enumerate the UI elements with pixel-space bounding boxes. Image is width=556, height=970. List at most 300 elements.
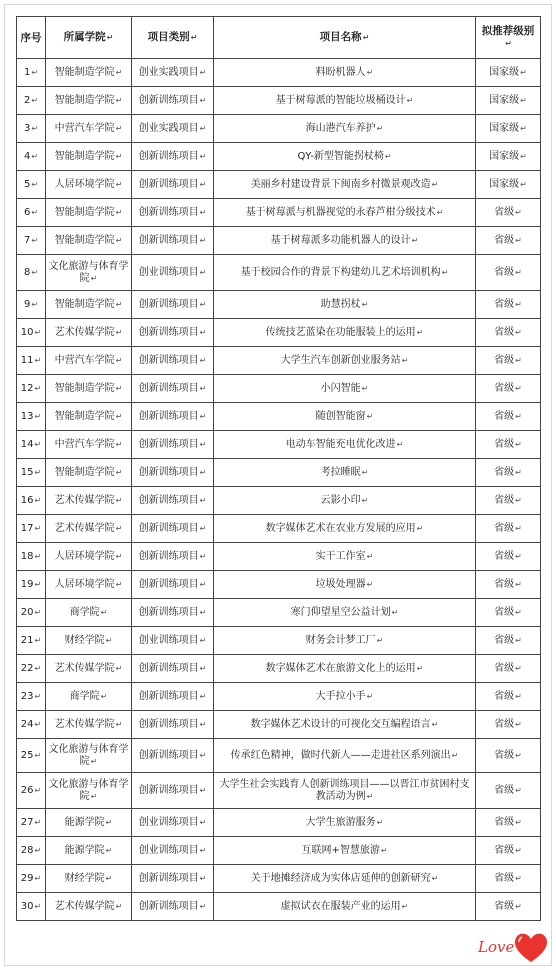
cell-index-text: 14 [20,438,34,450]
cell-type-text: 创新训练项目 [138,326,199,338]
cell-level-text: 省级 [494,234,515,246]
cell-index: 11↵ [17,347,46,375]
cell-type: 创新训练项目↵ [132,893,214,921]
cell-type-text: 创业训练项目 [138,844,199,856]
cell-level: 省级↵ [476,403,541,431]
cell-name: 寒门仰望星空公益计划↵ [214,599,476,627]
table-row [17,199,541,227]
project-table-part2 [16,682,541,921]
cell-type: 创新训练项目↵ [132,431,214,459]
cell-type-text: 创新训练项目 [138,382,199,394]
cell-college: 艺术传媒学院↵ [46,319,132,347]
cell-name: 料盼机器人↵ [214,59,476,87]
cell-name: 考拉睡眠↵ [214,459,476,487]
cell-level: 国家级↵ [476,59,541,87]
cell-type: 创业训练项目↵ [132,837,214,865]
cell-level-text: 省级 [494,326,515,338]
cell-college-text: 智能制造学院 [54,466,115,478]
cell-level: 国家级↵ [476,87,541,115]
cell-college-text: 智能制造学院 [54,410,115,422]
cell-index-text: 28 [20,844,34,856]
table-row [17,599,541,627]
cell-level: 省级↵ [476,773,541,809]
cell-college: 智能制造学院↵ [46,143,132,171]
cell-name: 小闪智能↵ [214,375,476,403]
table-header-row [17,17,541,59]
cell-type: 创新训练项目↵ [132,199,214,227]
cell-college-text: 中营汽车学院 [54,122,115,134]
table-row [17,683,541,711]
cell-index: 16↵ [17,487,46,515]
cell-index-text: 19 [20,578,34,590]
table-row [17,571,541,599]
cell-type-text: 创新训练项目 [138,354,199,366]
cell-index-text: 1 [23,66,31,78]
cell-level-text: 国家级 [489,66,520,78]
cell-college-text: 智能制造学院 [54,234,115,246]
cell-type-text: 创新训练项目 [138,749,199,761]
table-row [17,543,541,571]
cell-college-text: 文化旅游与体育学院 [48,778,129,802]
cell-level-text: 省级 [494,634,515,646]
cell-name-text: 料盼机器人 [315,66,366,78]
cell-level-text: 省级 [494,718,515,730]
cell-college-text: 艺术传媒学院 [54,494,115,506]
table-row [17,115,541,143]
cell-index: 27↵ [17,809,46,837]
header-college: 所属学院↵ [46,17,132,59]
cell-college: 人居环境学院↵ [46,171,132,199]
cell-name: 大学生汽车创新创业服务站↵ [214,347,476,375]
cell-type-text: 创新训练项目 [138,150,199,162]
cell-level-text: 省级 [494,816,515,828]
cell-index-text: 27 [20,816,34,828]
cell-type: 创新训练项目↵ [132,375,214,403]
cell-index-text: 29 [20,872,34,884]
cell-name: 大学生旅游服务↵ [214,809,476,837]
table-row [17,171,541,199]
cell-level: 省级↵ [476,375,541,403]
cell-type: 创业训练项目↵ [132,809,214,837]
cell-level-text: 省级 [494,466,515,478]
table-row [17,431,541,459]
cell-college: 艺术传媒学院↵ [46,893,132,921]
cell-name-text: 大学生社会实践育人创新训练项目——以晋江市贫困村支教活动为例 [219,778,470,802]
cell-name-text: 财务会计梦工厂 [305,634,376,646]
cell-college-text: 艺术传媒学院 [54,718,115,730]
header-type: 项目类别↵ [132,17,214,59]
cell-level-text: 省级 [494,438,515,450]
cell-name: 电动车智能充电优化改进↵ [214,431,476,459]
cell-name-text: 数字媒体艺术在旅游文化上的运用 [265,662,416,674]
cell-type: 创新训练项目↵ [132,291,214,319]
cell-level: 省级↵ [476,739,541,773]
cell-level-text: 国家级 [489,122,520,134]
cell-index-text: 20 [20,606,34,618]
cell-level-text: 省级 [494,382,515,394]
cell-level: 省级↵ [476,893,541,921]
cell-name: 传统技艺蓝染在功能服装上的运用↵ [214,319,476,347]
cell-college-text: 商学院 [69,690,100,702]
cell-college-text: 艺术传媒学院 [54,326,115,338]
cell-level: 省级↵ [476,319,541,347]
cell-level: 省级↵ [476,683,541,711]
table-row [17,515,541,543]
cell-college-text: 中营汽车学院 [54,438,115,450]
cell-index: 1↵ [17,59,46,87]
cell-name: 基于校园合作的背景下构建幼儿艺术培训机构↵ [214,255,476,291]
cell-name-text: 传统技艺蓝染在功能服装上的运用 [265,326,416,338]
cell-college: 文化旅游与体育学院↵ [46,773,132,809]
cell-index: 2↵ [17,87,46,115]
cell-index: 10↵ [17,319,46,347]
cell-level: 省级↵ [476,487,541,515]
cell-level: 省级↵ [476,711,541,739]
cell-type: 创新训练项目↵ [132,571,214,599]
cell-index: 17↵ [17,515,46,543]
cell-name-text: QY-新型智能拐杖椅 [297,150,384,162]
cell-level-text: 省级 [494,606,515,618]
cell-type: 创新训练项目↵ [132,773,214,809]
cell-level: 省级↵ [476,459,541,487]
cell-index: 12↵ [17,375,46,403]
cell-name-text: 数字媒体艺术在农业方发展的应用 [265,522,416,534]
cell-type: 创业实践项目↵ [132,59,214,87]
cell-college: 文化旅游与体育学院↵ [46,739,132,773]
table-row [17,227,541,255]
cell-type-text: 创新训练项目 [138,466,199,478]
table-row [17,459,541,487]
header-level: 拟推荐级别↵ [476,17,541,59]
cell-name-text: 寒门仰望星空公益计划 [290,606,391,618]
cell-level-text: 省级 [494,206,515,218]
cell-level-text: 省级 [494,578,515,590]
cell-name-text: 数字媒体艺术设计的可视化交互编程语言 [250,718,431,730]
cell-index-text: 22 [20,662,34,674]
cell-index-text: 16 [20,494,34,506]
cell-index: 20↵ [17,599,46,627]
cell-level-text: 省级 [494,354,515,366]
cell-name-text: 互联网+智慧旅游 [301,844,380,856]
cell-type-text: 创新训练项目 [138,234,199,246]
cell-index-text: 13 [20,410,34,422]
cell-college-text: 艺术传媒学院 [54,900,115,912]
cell-name-text: 大学生旅游服务 [305,816,376,828]
table-row [17,627,541,655]
cell-level: 省级↵ [476,543,541,571]
cell-type: 创新训练项目↵ [132,87,214,115]
cell-college-text: 财经学院 [64,872,105,884]
cell-college-text: 财经学院 [64,634,105,646]
cell-name: 垃圾处理器↵ [214,571,476,599]
table-row [17,837,541,865]
cell-college-text: 人居环境学院 [54,578,115,590]
cell-name-text: 随创智能窗 [315,410,366,422]
cell-index: 18↵ [17,543,46,571]
cell-type-text: 创新训练项目 [138,900,199,912]
cell-level: 国家级↵ [476,143,541,171]
cell-index-text: 15 [20,466,34,478]
cell-level: 省级↵ [476,515,541,543]
cell-college-text: 能源学院 [64,816,105,828]
table-row [17,865,541,893]
cell-level: 省级↵ [476,571,541,599]
cell-index: 3↵ [17,115,46,143]
cell-college: 智能制造学院↵ [46,291,132,319]
cell-level-text: 省级 [494,690,515,702]
cell-type-text: 创新训练项目 [138,606,199,618]
cell-type-text: 创业训练项目 [138,634,199,646]
cell-level-text: 省级 [494,784,515,796]
cell-college: 中营汽车学院↵ [46,115,132,143]
cell-name-text: 实干工作室 [315,550,366,562]
cell-level-text: 国家级 [489,94,520,106]
cell-type-text: 创新训练项目 [138,690,199,702]
cell-type: 创新训练项目↵ [132,655,214,683]
cell-college: 能源学院↵ [46,809,132,837]
cell-type-text: 创新训练项目 [138,410,199,422]
cell-index: 28↵ [17,837,46,865]
cell-college: 艺术传媒学院↵ [46,711,132,739]
cell-type: 创新训练项目↵ [132,683,214,711]
cell-name: 数字媒体艺术设计的可视化交互编程语言↵ [214,711,476,739]
cell-name: 虚拟试衣在服装产业的运用↵ [214,893,476,921]
table-row [17,655,541,683]
cell-name: 基于树莓派多功能机器人的设计↵ [214,227,476,255]
cell-name: 数字媒体艺术在旅游文化上的运用↵ [214,655,476,683]
cell-name-text: 大学生汽车创新创业服务站 [280,354,401,366]
table-body-part2 [17,683,541,921]
cell-type-text: 创新训练项目 [138,178,199,190]
cell-index-text: 17 [20,522,34,534]
cell-name-text: 考拉睡眠 [320,466,361,478]
cell-index: 14↵ [17,431,46,459]
cell-index: 22↵ [17,655,46,683]
cell-college-text: 智能制造学院 [54,66,115,78]
cell-college: 财经学院↵ [46,627,132,655]
cell-index: 25↵ [17,739,46,773]
cell-index-text: 23 [20,690,34,702]
cell-level-text: 省级 [494,844,515,856]
cell-index-text: 11 [20,354,34,366]
table-row [17,347,541,375]
cell-index-text: 30 [20,900,34,912]
cell-college-text: 智能制造学院 [54,206,115,218]
cell-level-text: 省级 [494,522,515,534]
cell-college: 商学院↵ [46,599,132,627]
cell-index: 8↵ [17,255,46,291]
cell-name-text: 海山港汽车养护 [305,122,376,134]
table-row [17,711,541,739]
cell-type: 创新训练项目↵ [132,171,214,199]
table-body-part1 [17,59,541,683]
cell-type: 创新训练项目↵ [132,865,214,893]
cell-name-text: 电动车智能充电优化改进 [285,438,396,450]
cell-college-text: 艺术传媒学院 [54,662,115,674]
cell-index: 21↵ [17,627,46,655]
cell-index: 19↵ [17,571,46,599]
table-row [17,739,541,773]
cell-level: 国家级↵ [476,115,541,143]
cell-level: 省级↵ [476,347,541,375]
cell-level: 国家级↵ [476,171,541,199]
cell-index: 4↵ [17,143,46,171]
cell-college-text: 中营汽车学院 [54,354,115,366]
cell-name: 互联网+智慧旅游↵ [214,837,476,865]
cell-level: 省级↵ [476,627,541,655]
cell-level: 省级↵ [476,655,541,683]
cell-college: 中营汽车学院↵ [46,347,132,375]
cell-college: 财经学院↵ [46,865,132,893]
table-row [17,319,541,347]
cell-name-text: 基于树莓派与机器视觉的永春芦柑分级技术 [245,206,436,218]
cell-index-text: 5 [23,178,31,190]
cell-level: 省级↵ [476,865,541,893]
cell-type: 创新训练项目↵ [132,599,214,627]
cell-college: 智能制造学院↵ [46,403,132,431]
cell-type-text: 创新训练项目 [138,578,199,590]
cell-index: 13↵ [17,403,46,431]
cell-college: 智能制造学院↵ [46,459,132,487]
cell-name: 关于地摊经济成为实体店延伸的创新研究↵ [214,865,476,893]
cell-level-text: 国家级 [489,150,520,162]
cell-name: 大学生社会实践育人创新训练项目——以晋江市贫困村支教活动为例↵ [214,773,476,809]
cell-index-text: 25 [20,749,34,761]
cell-college: 艺术传媒学院↵ [46,515,132,543]
cell-index: 26↵ [17,773,46,809]
cell-level-text: 省级 [494,872,515,884]
cell-level-text: 省级 [494,298,515,310]
cell-index: 15↵ [17,459,46,487]
cell-type-text: 创业实践项目 [138,66,199,78]
table-row [17,59,541,87]
cell-level: 省级↵ [476,199,541,227]
cell-college-text: 智能制造学院 [54,298,115,310]
cell-type-text: 创新训练项目 [138,298,199,310]
cell-name: 海山港汽车养护↵ [214,115,476,143]
cell-index: 6↵ [17,199,46,227]
cell-name-text: 大手拉小手 [315,690,366,702]
cell-type: 创新训练项目↵ [132,543,214,571]
cell-college: 中营汽车学院↵ [46,431,132,459]
cell-name: QY-新型智能拐杖椅↵ [214,143,476,171]
cell-index-text: 3 [23,122,31,134]
cell-college-text: 智能制造学院 [54,150,115,162]
header-index: 序号 [17,17,46,59]
cell-college: 商学院↵ [46,683,132,711]
cell-level-text: 省级 [494,266,515,278]
cell-level-text: 省级 [494,900,515,912]
table-row [17,143,541,171]
cell-name: 基于树莓派的智能垃圾桶设计↵ [214,87,476,115]
cell-type: 创新训练项目↵ [132,347,214,375]
cell-college: 人居环境学院↵ [46,571,132,599]
cell-level: 省级↵ [476,809,541,837]
cell-index-text: 10 [20,326,34,338]
header-name: 项目名称↵ [214,17,476,59]
table-row [17,773,541,809]
cell-type: 创新训练项目↵ [132,515,214,543]
cell-type: 创新训练项目↵ [132,403,214,431]
cell-level: 省级↵ [476,291,541,319]
cell-name: 大手拉小手↵ [214,683,476,711]
cell-type-text: 创新训练项目 [138,662,199,674]
table-row [17,255,541,291]
cell-name: 随创智能窗↵ [214,403,476,431]
cell-index: 24↵ [17,711,46,739]
cell-college: 人居环境学院↵ [46,543,132,571]
cell-name: 数字媒体艺术在农业方发展的应用↵ [214,515,476,543]
cell-college-text: 人居环境学院 [54,178,115,190]
cell-index-text: 9 [23,298,31,310]
cell-name-text: 传承红色精神，做时代新人——走进社区系列演出 [230,749,451,761]
cell-name: 传承红色精神，做时代新人——走进社区系列演出↵ [214,739,476,773]
cell-type-text: 创新训练项目 [138,718,199,730]
cell-level-text: 省级 [494,550,515,562]
cell-type: 创新训练项目↵ [132,487,214,515]
cell-college: 智能制造学院↵ [46,227,132,255]
cell-index-text: 24 [20,718,34,730]
cell-level-text: 国家级 [489,178,520,190]
cell-type-text: 创新训练项目 [138,550,199,562]
cell-name-text: 基于树莓派的智能垃圾桶设计 [275,94,406,106]
cell-index: 7↵ [17,227,46,255]
cell-index: 9↵ [17,291,46,319]
cell-type-text: 创新训练项目 [138,494,199,506]
cell-college-text: 文化旅游与体育学院 [48,260,129,284]
cell-level-text: 省级 [494,494,515,506]
cell-type-text: 创新训练项目 [138,522,199,534]
table-row [17,375,541,403]
cell-name-text: 关于地摊经济成为实体店延伸的创新研究 [250,872,431,884]
cell-name: 美丽乡村建设背景下闽南乡村微景观改造↵ [214,171,476,199]
cell-level: 省级↵ [476,837,541,865]
table-row [17,809,541,837]
cell-name-text: 美丽乡村建设背景下闽南乡村微景观改造 [250,178,431,190]
cell-type-text: 创业训练项目 [138,266,199,278]
cell-type: 创新训练项目↵ [132,711,214,739]
cell-college: 文化旅游与体育学院↵ [46,255,132,291]
cell-type-text: 创业实践项目 [138,122,199,134]
cell-index-text: 21 [20,634,34,646]
cell-index-text: 8 [23,266,31,278]
cell-level: 省级↵ [476,431,541,459]
cell-index-text: 4 [23,150,31,162]
cell-name-text: 基于校园合作的背景下构建幼儿艺术培训机构 [240,266,441,278]
cell-name: 实干工作室↵ [214,543,476,571]
cell-level-text: 省级 [494,662,515,674]
cell-index: 5↵ [17,171,46,199]
cell-name: 云影小印↵ [214,487,476,515]
cell-college-text: 智能制造学院 [54,382,115,394]
cell-type-text: 创新训练项目 [138,872,199,884]
cell-name-text: 云影小印 [320,494,361,506]
cell-college-text: 智能制造学院 [54,94,115,106]
cell-type-text: 创新训练项目 [138,438,199,450]
love-watermark: Love [478,938,515,956]
cell-college-text: 商学院 [69,606,100,618]
cell-type-text: 创新训练项目 [138,784,199,796]
project-table-part1 [16,16,541,683]
cell-name: 助慧拐杖↵ [214,291,476,319]
cell-college-text: 人居环境学院 [54,550,115,562]
table-row [17,893,541,921]
cell-type: 创新训练项目↵ [132,143,214,171]
cell-name: 财务会计梦工厂↵ [214,627,476,655]
cell-college: 能源学院↵ [46,837,132,865]
table-row [17,87,541,115]
cell-name-text: 垃圾处理器 [315,578,366,590]
